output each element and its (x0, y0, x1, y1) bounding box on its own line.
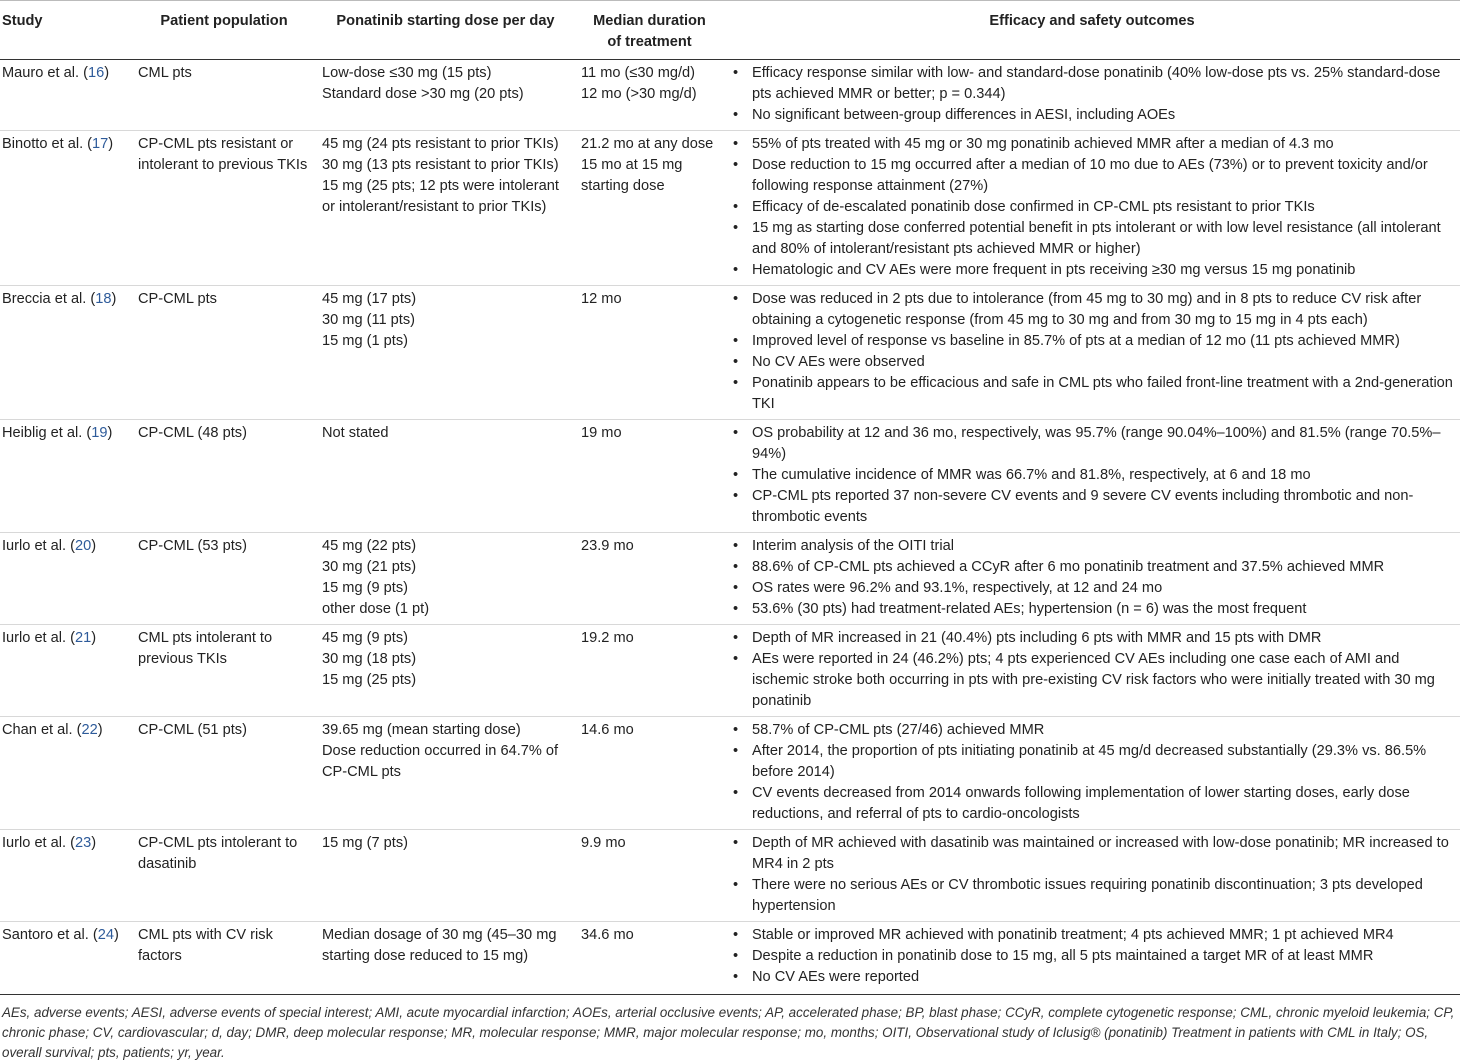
outcomes-list (730, 289, 1454, 415)
study-name-end: ) (91, 630, 97, 646)
outcomes-list (730, 833, 1454, 917)
duration-cell (575, 922, 724, 995)
outcome-bullet-item: • Dose reduction to 15 mg occurred after a median of 10 mo due to AEs (73%) or to prevent toxicity and/or following response attainment (27%) (730, 155, 1454, 197)
population-cell: CP-CML pts (132, 286, 316, 420)
study-cell (0, 922, 132, 995)
table-body (0, 60, 1460, 995)
population-cell: CP-CML (48 pts) (132, 420, 316, 533)
dose-cell (316, 533, 575, 625)
outcomes-list (730, 628, 1454, 712)
duration-cell (575, 420, 724, 533)
dose-line: 15 mg (25 pts; 12 pts were intolerant or intolerant/resistant to prior TKIs) (322, 178, 559, 215)
study-name: Mauro et al. ( (2, 65, 88, 81)
population-cell: CML pts intolerant to previous TKIs (132, 625, 316, 717)
dose-line: 30 mg (18 pts) (322, 651, 417, 667)
study-name-end: ) (97, 722, 103, 738)
duration-cell (575, 286, 724, 420)
table-row (0, 830, 1460, 922)
study-name-end: ) (113, 927, 119, 943)
reference-link[interactable]: 18 (95, 291, 112, 307)
study-name: Iurlo et al. ( (2, 835, 75, 851)
outcomes-list (730, 63, 1454, 126)
outcome-bullet-item: • AEs were reported in 24 (46.2%) pts; 4 pts experienced CV AEs including one case each of AMI and ischemic stroke both occurring in pts with pre-existing CV risk factors who were initially treated with 30 mg ponatinib (730, 649, 1454, 712)
population-cell: CP-CML (51 pts) (132, 717, 316, 830)
header-population: Patient population (132, 1, 316, 60)
table-row (0, 717, 1460, 830)
outcome-bullet-item: • There were no serious AEs or CV thrombotic issues requiring ponatinib discontinuation; 3 pts developed hypertension (730, 875, 1454, 917)
study-name-end: ) (104, 65, 110, 81)
duration-line: 23.9 mo (581, 538, 634, 554)
header-study: Study (0, 1, 132, 60)
dose-line: 15 mg (25 pts) (322, 672, 417, 688)
table-row (0, 420, 1460, 533)
outcome-bullet-item: • 53.6% (30 pts) had treatment-related AEs; hypertension (n = 6) was the most frequent (730, 599, 1454, 620)
population-cell: CML pts with CV risk factors (132, 922, 316, 995)
outcome-bullet-item: • Hematologic and CV AEs were more frequent in pts receiving ≥30 mg versus 15 mg ponatinib (730, 260, 1454, 281)
table-row (0, 131, 1460, 286)
dose-line: 45 mg (17 pts) (322, 291, 417, 307)
dose-line: 45 mg (24 pts resistant to prior TKIs) (322, 136, 559, 152)
dose-line: Dose reduction occurred in 64.7% of CP-CML pts (322, 743, 559, 780)
duration-cell (575, 533, 724, 625)
study-name-end: ) (111, 291, 117, 307)
study-name: Iurlo et al. ( (2, 630, 75, 646)
duration-line: 14.6 mo (581, 722, 634, 738)
study-name: Chan et al. ( (2, 722, 82, 738)
outcome-bullet-item: • Depth of MR increased in 21 (40.4%) pts including 6 pts with MMR and 15 pts with DMR (730, 628, 1454, 649)
reference-link[interactable]: 16 (87, 65, 105, 81)
dose-line: Low-dose ≤30 mg (15 pts) (322, 65, 492, 81)
study-name-end: ) (91, 538, 97, 554)
dose-line: other dose (1 pt) (322, 601, 430, 617)
dose-line: 30 mg (13 pts resistant to prior TKIs) (322, 157, 559, 173)
table-row (0, 922, 1460, 995)
header-duration (575, 1, 724, 60)
duration-line: 19 mo (581, 425, 622, 441)
table-header (0, 1, 1460, 60)
reference-link[interactable]: 23 (75, 835, 92, 851)
duration-cell (575, 830, 724, 922)
duration-line: 15 mo at 15 mg starting dose (581, 157, 683, 194)
study-cell (0, 131, 132, 286)
outcome-bullet-item: • No CV AEs were observed (730, 352, 1454, 373)
duration-line: 12 mo (>30 mg/d) (581, 86, 697, 102)
duration-cell (575, 60, 724, 131)
dose-line: Median dosage of 30 mg (45–30 mg starting dose reduced to 15 mg) (322, 927, 557, 964)
study-name: Breccia et al. ( (2, 291, 96, 307)
dose-line: 45 mg (9 pts) (322, 630, 408, 646)
dose-cell (316, 286, 575, 420)
outcome-bullet-item: • Stable or improved MR achieved with ponatinib treatment; 4 pts achieved MMR; 1 pt achieved MR4 (730, 925, 1454, 946)
outcomes-cell (724, 420, 1460, 533)
dose-line: 30 mg (11 pts) (322, 312, 416, 328)
dose-cell (316, 830, 575, 922)
duration-cell (575, 131, 724, 286)
header-dose: Ponatinib starting dose per day (316, 1, 575, 60)
study-name-end: ) (107, 425, 113, 441)
duration-line: 19.2 mo (581, 630, 634, 646)
study-cell (0, 60, 132, 131)
outcomes-list (730, 536, 1454, 620)
outcome-bullet-item: • No CV AEs were reported (730, 967, 1454, 988)
outcomes-list (730, 720, 1454, 825)
study-name-end: ) (91, 835, 97, 851)
outcome-bullet-item: • CV events decreased from 2014 onwards following implementation of lower starting doses, early dose reductions, and referral of pts to cardio-oncologists (730, 783, 1454, 825)
dose-cell (316, 420, 575, 533)
outcomes-cell (724, 286, 1460, 420)
dose-line: Not stated (322, 425, 389, 441)
duration-line: 34.6 mo (581, 927, 634, 943)
population-cell: CP-CML pts resistant or intolerant to previous TKIs (132, 131, 316, 286)
study-cell (0, 830, 132, 922)
reference-link[interactable]: 17 (92, 136, 109, 152)
study-cell (0, 717, 132, 830)
study-cell (0, 625, 132, 717)
population-cell: CML pts (138, 65, 192, 81)
outcomes-cell (724, 131, 1460, 286)
outcome-bullet-item: • 55% of pts treated with 45 mg or 30 mg ponatinib achieved MMR after a median of 4.3 mo (730, 134, 1454, 155)
duration-cell (575, 625, 724, 717)
outcome-bullet-item: • 15 mg as starting dose conferred potential benefit in pts intolerant or with low level resistance (all intolerant and 80% of intolerant/resistant pts achieved MMR or higher) (730, 218, 1454, 260)
dose-cell (316, 60, 575, 131)
dose-cell (316, 625, 575, 717)
study-name: Heiblig et al. ( (2, 425, 92, 441)
outcomes-list (730, 423, 1454, 528)
dose-line: 45 mg (22 pts) (322, 538, 417, 554)
outcome-bullet-item: • 58.7% of CP-CML pts (27/46) achieved MMR (730, 720, 1454, 741)
outcome-bullet-item: • Depth of MR achieved with dasatinib was maintained or increased with low-dose ponatinib; MR increased to MR4 in 2 pts (730, 833, 1454, 875)
outcomes-cell (724, 830, 1460, 922)
outcome-bullet-item: • Efficacy response similar with low- and standard-dose ponatinib (40% low-dose pts vs. 25% standard-dose pts achieved MMR or better; p = 0.344) (730, 63, 1454, 105)
outcome-bullet-item: • Improved level of response vs baseline in 85.7% of pts at a median of 12 mo (11 pts achieved MMR) (730, 331, 1454, 352)
reference-link[interactable]: 20 (75, 538, 92, 554)
outcomes-list (730, 925, 1454, 988)
duration-line: 11 mo (≤30 mg/d) (581, 65, 695, 81)
duration-line: 12 mo (581, 291, 622, 307)
duration-cell (575, 717, 724, 830)
outcome-bullet-item: • Interim analysis of the OITI trial (730, 536, 1454, 557)
dose-line: 30 mg (21 pts) (322, 559, 417, 575)
header-outcomes: Efficacy and safety outcomes (724, 1, 1460, 60)
outcome-bullet-item: • The cumulative incidence of MMR was 66.7% and 81.8%, respectively, at 6 and 18 mo (730, 465, 1454, 486)
outcome-bullet-item: • Dose was reduced in 2 pts due to intolerance (from 45 mg to 30 mg) and in 8 pts to reduce CV risk after obtaining a cytogenetic response (from 45 mg to 30 mg and from 30 mg to 15 mg in 4 pts each) (730, 289, 1454, 331)
study-name: Binotto et al. ( (2, 136, 93, 152)
outcome-bullet-item: • OS probability at 12 and 36 mo, respectively, was 95.7% (range 90.04%–100%) and 81.5% (range 70.5%–94%) (730, 423, 1454, 465)
outcome-bullet-item: • Despite a reduction in ponatinib dose to 15 mg, all 5 pts maintained a target MR of at least MMR (730, 946, 1454, 967)
dose-cell (316, 717, 575, 830)
study-name: Santoro et al. ( (2, 927, 98, 943)
outcomes-cell (724, 922, 1460, 995)
outcome-bullet-item: • OS rates were 96.2% and 93.1%, respectively, at 12 and 24 mo (730, 578, 1454, 599)
outcomes-list (730, 134, 1454, 281)
header-duration-line2: of treatment (607, 34, 692, 50)
dose-line: 15 mg (9 pts) (322, 580, 408, 596)
outcome-bullet-item: • After 2014, the proportion of pts initiating ponatinib at 45 mg/d decreased substantially (29.3% vs. 86.5% before 2014) (730, 741, 1454, 783)
table-row (0, 286, 1460, 420)
outcomes-cell (724, 625, 1460, 717)
reference-link[interactable]: 19 (91, 425, 108, 441)
dose-cell (316, 131, 575, 286)
outcomes-cell (724, 717, 1460, 830)
study-cell (0, 420, 132, 533)
outcome-bullet-item: • CP-CML pts reported 37 non-severe CV events and 9 severe CV events including thrombotic and non-thrombotic events (730, 486, 1454, 528)
population-cell: CP-CML (53 pts) (132, 533, 316, 625)
reference-link[interactable]: 22 (81, 722, 98, 738)
outcomes-cell (724, 60, 1460, 131)
header-duration-line1: Median duration (593, 13, 706, 29)
outcome-bullet-item: • Ponatinib appears to be efficacious and safe in CML pts who failed front-line treatment with a 2nd-generation TKI (730, 373, 1454, 415)
dose-line: 15 mg (1 pts) (322, 333, 408, 349)
study-name: Iurlo et al. ( (2, 538, 75, 554)
dose-line: 39.65 mg (mean starting dose) (322, 722, 521, 738)
table-row (0, 60, 1460, 131)
study-cell (0, 286, 132, 420)
duration-line: 9.9 mo (581, 835, 626, 851)
table-footnote: AEs, adverse events; AESI, adverse events of special interest; AMI, acute myocardial infarction; AOEs, arterial occlusive events; AP, accelerated phase; BP, blast phase; CCyR, complete cytogenetic response; CML, chronic myeloid leukemia; CP, chronic phase; CV, cardiovascular; d, day; DMR, deep molecular response; MR, molecular response; MMR, major molecular response; mo, months; OITI, Observational study of Iclusig® (ponatinib) Treatment in patients with CML in Italy; OS, overall survival; pts, patients; yr, year. (2, 1005, 1455, 1060)
study-cell (0, 533, 132, 625)
dose-cell (316, 922, 575, 995)
reference-link[interactable]: 24 (97, 927, 114, 943)
duration-line: 21.2 mo at any dose (581, 136, 714, 152)
table-row (0, 533, 1460, 625)
reference-link[interactable]: 21 (75, 630, 92, 646)
dose-line: Standard dose >30 mg (20 pts) (322, 86, 524, 102)
dose-line: 15 mg (7 pts) (322, 835, 408, 851)
outcome-bullet-item: • Efficacy of de-escalated ponatinib dose confirmed in CP-CML pts resistant to prior TKIs (730, 197, 1454, 218)
outcome-bullet-item: • No significant between-group differences in AESI, including AOEs (730, 105, 1454, 126)
study-name-end: ) (108, 136, 114, 152)
outcome-bullet-item: • 88.6% of CP-CML pts achieved a CCyR after 6 mo ponatinib treatment and 37.5% achieved MMR (730, 557, 1454, 578)
population-cell: CP-CML pts intolerant to dasatinib (132, 830, 316, 922)
outcomes-cell (724, 533, 1460, 625)
table-row (0, 625, 1460, 717)
